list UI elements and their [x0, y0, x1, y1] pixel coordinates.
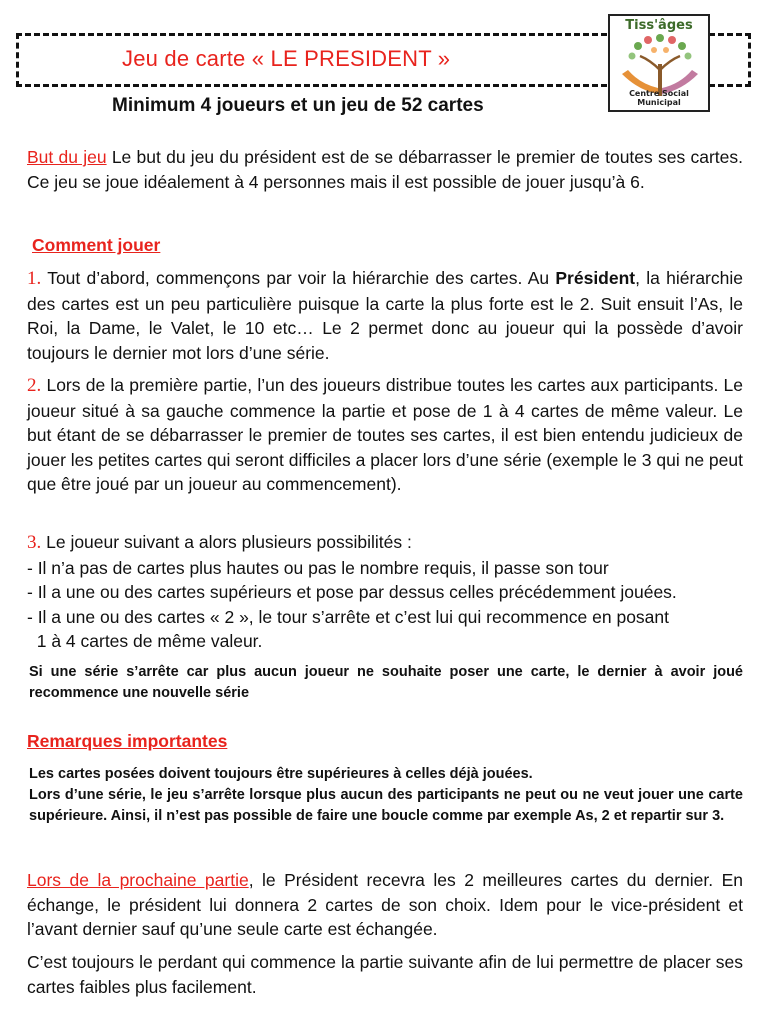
step-3-number: 3.	[27, 532, 42, 553]
step-1-text-b: , la hiérarchie des cartes est un peu particulière puisque la carte la plus forte est le 2. Suit ensuit l’As, le Roi, la Dame, le Valet, le 10 etc… Le 2 permet donc au joueur qui la possède d’avoir toujours le dernier mot lors d’une série.	[27, 268, 743, 363]
prochaine-partie-text: , le Président recevra les 2 meilleures cartes du dernier. En échange, le président lui donnera 2 cartes de son choix. Idem pour le vice-président et l’avant dernier sauf qu’une seule carte est échangée.	[27, 870, 743, 939]
step-3-option: 1 à 4 cartes de même valeur.	[27, 631, 263, 651]
remarques-heading: Remarques importantes	[27, 731, 228, 751]
but-du-jeu-label: But du jeu	[27, 147, 107, 167]
serie-note: Si une série s’arrête car plus aucun joueur ne souhaite poser une carte, le dernier à avoir joué recommence une nouvelle série	[29, 664, 743, 701]
logo-name: Tiss'âges	[625, 18, 693, 33]
step-2-paragraph	[27, 373, 743, 497]
page-subtitle: Minimum 4 joueurs et un jeu de 52 cartes	[112, 95, 484, 116]
remarques-paragraph	[29, 764, 743, 827]
but-du-jeu-paragraph	[27, 145, 743, 194]
step-3-intro: Le joueur suivant a alors plusieurs possibilités :	[41, 532, 412, 552]
step-1-number: 1.	[27, 268, 42, 289]
step-2-text: Lors de la première partie, l’un des joueurs distribue toutes les cartes aux participants. Le joueur situé à sa gauche commence la partie et pose de 1 à 4 cartes de même valeur. Le but étant de se débarrasser le premier de toutes ses cartes, il est bien entendu judicieux de jouer les petites cartes qui seront difficiles a placer lors d’une série (exemple le 3 qui ne peut que être joué par un joueur au commencement).	[27, 375, 743, 494]
page-title: Jeu de carte « LE PRESIDENT »	[122, 46, 451, 71]
step-3-option: - Il a une ou des cartes « 2 », le tour s’arrête et c’est lui qui recommence en posant	[27, 606, 670, 627]
comment-jouer-heading: Comment jouer	[32, 235, 161, 255]
but-du-jeu-text: Le but du jeu du président est de se débarrasser le premier de toutes ses cartes. Ce jeu se joue idéalement à 4 personnes mais il est possible de jouer jusqu’à 6.	[27, 147, 744, 192]
final-paragraph: C’est toujours le perdant qui commence la partie suivante afin de lui permettre de placer ses cartes faibles plus facilement.	[27, 952, 743, 997]
remarque-line: Les cartes posées doivent toujours être supérieures à celles déjà jouées.	[29, 766, 533, 782]
prochaine-partie-label: Lors de la prochaine partie	[27, 870, 249, 890]
step-1-paragraph	[27, 266, 743, 365]
step-1-text-a: Tout d’abord, commençons par voir la hiérarchie des cartes. Au	[41, 268, 556, 288]
step-1-bold: Président	[555, 268, 636, 288]
step-3-option: - Il n’a pas de cartes plus hautes ou pas le nombre requis, il passe son tour	[27, 557, 609, 578]
step-2-number: 2.	[27, 375, 42, 396]
remarque-line: Lors d’une série, le jeu s’arrête lorsque plus aucun des participants ne peut ou ne veut jouer une carte supérieure. Ainsi, il n’est pas possible de faire une boucle comme par exemple As, 2 et repartir sur 3.	[29, 787, 743, 824]
logo-caption: Centre Social Municipal	[629, 89, 689, 107]
logo	[608, 14, 710, 112]
step-3-paragraph	[27, 530, 743, 654]
step-3-option: - Il a une ou des cartes supérieurs et pose par dessus celles précédemment jouées.	[27, 582, 677, 602]
prochaine-partie-paragraph	[27, 868, 743, 942]
